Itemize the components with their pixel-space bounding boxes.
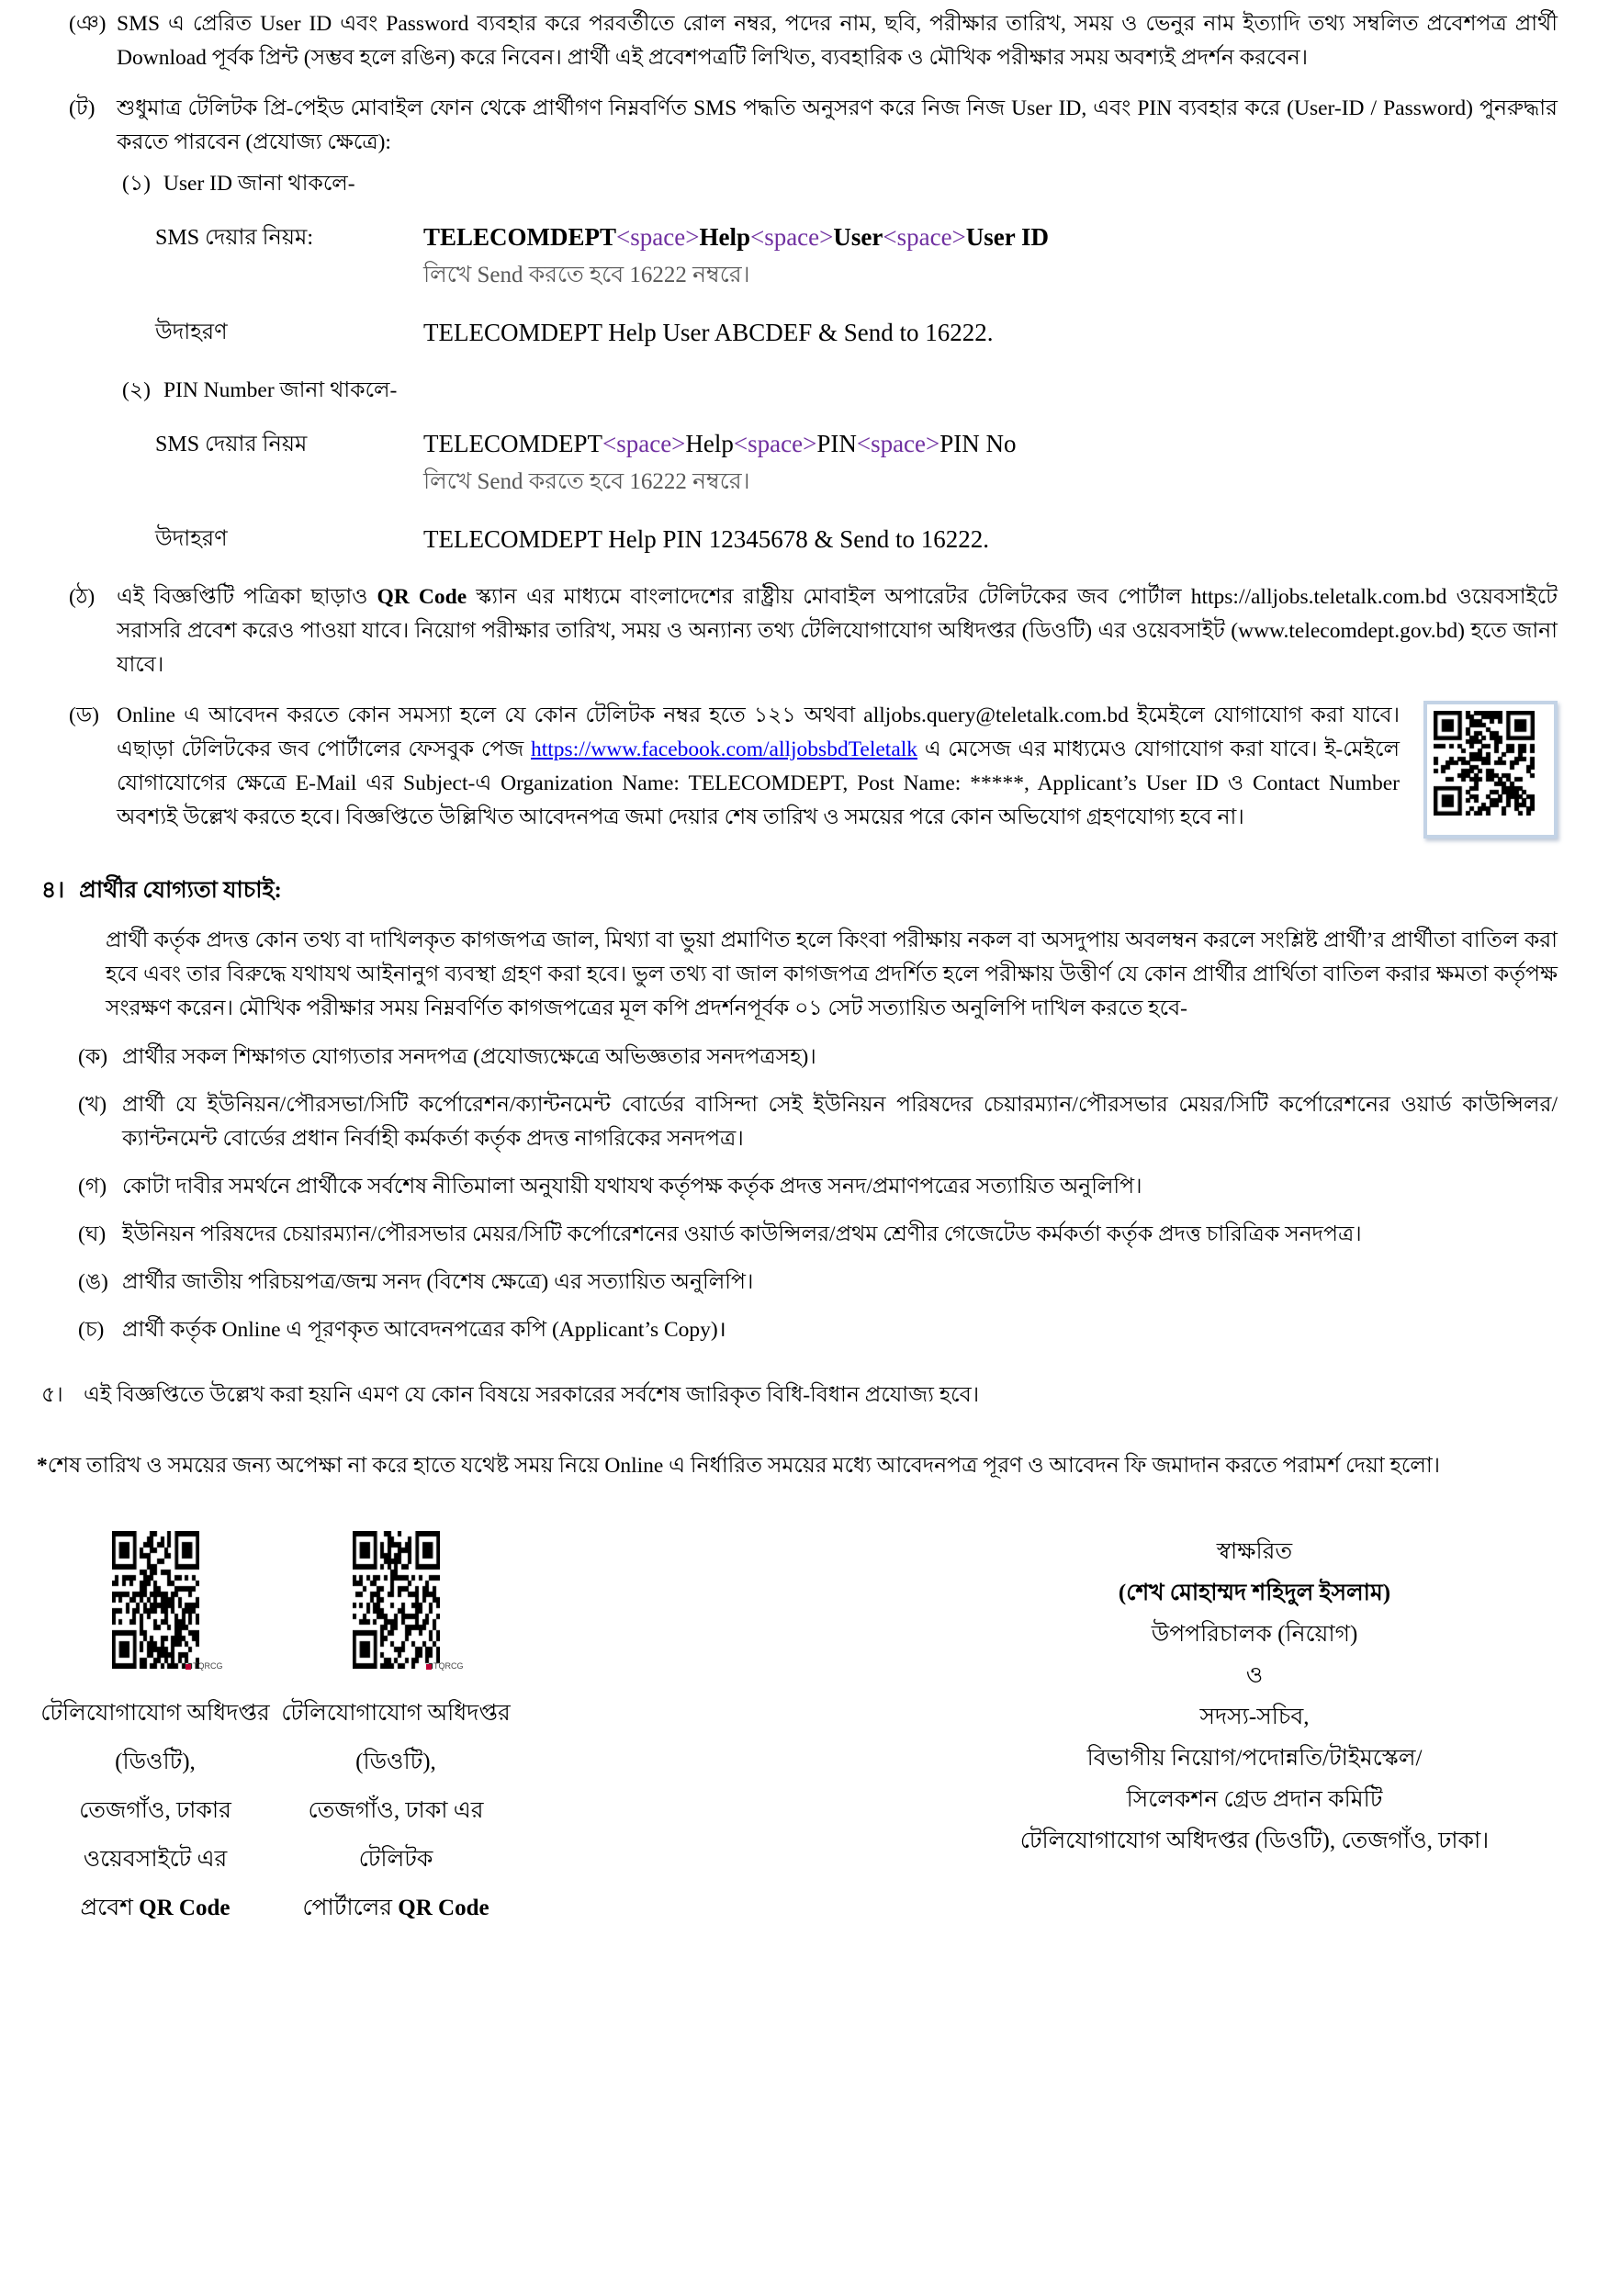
list-item-sms-recovery: [69, 92, 1558, 160]
note-text: শেষ তারিখ ও সময়ের জন্য অপেক্ষা না করে হাতে যথেষ্ট সময় নিয়ে Online এ নির্ধারিত সময়ের মধ্যে আবেদনপত্র পূরণ ও আবেদন ফি জমাদান করতে পরামর্শ দেয়া হলো।: [47, 1454, 1441, 1478]
signatory-role: সদস্য-সচিব,: [1199, 1705, 1310, 1729]
text-segment: Online এ আবেদন করতে কোন সমস্যা হলে যে কোন টেলিটক নম্বর হতে ১২১ অথবা alljobs.query@teletalk.com.bd ইমেইলে যোগাযোগ করা যাবে। এছাড়া টেলিটকের জব পোর্টালের ফেসবুক পেজ: [117, 703, 1400, 761]
section4-heading: [41, 873, 1558, 907]
dot-website-qr-block: [37, 1531, 274, 1932]
teletalk-portal-qr-block: [277, 1531, 514, 1932]
space-tag: <space>: [733, 430, 817, 457]
qr-generator-watermark: TQRCG: [186, 1662, 223, 1671]
item-text: [117, 580, 1558, 682]
sms-keyword: TELECOMDEPT: [423, 430, 602, 457]
sms-rule-format: [423, 428, 1558, 459]
doc-checklist-item: [78, 1266, 1558, 1300]
doc-checklist-item: [78, 1313, 1558, 1347]
section4-intro: প্রার্থী কর্তৃক প্রদত্ত কোন তথ্য বা দাখিলকৃত কাগজপত্র জাল, মিথ্যা বা ভুয়া প্রমাণিত হলে কিংবা পরীক্ষায় নকল বা অসদুপায় অবলম্বন করলে সংশ্লিষ্ট প্রার্থী’র প্রার্থীতা বাতিল করা হবে এবং তার বিরুদ্ধে যথাযথ আইনানুগ ব্যবস্থা গ্রহণ করা হবে। ভুল তথ্য বা জাল কাগজপত্র প্রদর্শিত হলে পরীক্ষায় উত্তীর্ণ যে কোন প্রার্থীর প্রার্থিতা বাতিল করার ক্ষমতা কর্তৃপক্ষ সংরক্ষণ করেন। মৌখিক পরীক্ষার সময় নিম্নবর্ণিত কাগজপত্রের মূল কপি প্রদর্শনপূর্বক ০১ সেট সত্যায়িত অনুলিপি দাখিল করতে হবে-: [106, 929, 1558, 1020]
sms-rule-label: SMS দেয়ার নিয়ম:: [155, 226, 314, 250]
sms-example-label: উদাহরণ: [155, 527, 228, 551]
sub-item-title: [122, 167, 1558, 201]
sms-rule-value: [423, 221, 1558, 292]
space-tag: <space>: [883, 223, 966, 251]
item-text: [117, 699, 1558, 848]
item-marker: (ঠ): [69, 585, 96, 609]
job-portal-qr-image: [1423, 701, 1558, 838]
sms-keyword: TELECOMDEPT: [423, 223, 617, 251]
signatory-name: (শেখ মোহাম্মদ শহিদুল ইসলাম): [1118, 1581, 1391, 1605]
item-marker: (চ): [78, 1318, 105, 1342]
qr-code-canvas: [112, 1531, 199, 1669]
caption-line: পোর্টালের QR Code: [302, 1896, 489, 1920]
sms-recovery-userid-block: [122, 167, 1558, 350]
sms-keyword: Help: [685, 430, 734, 457]
sub-item-marker: (২): [122, 378, 151, 402]
tqrcg-logo-icon: [426, 1664, 432, 1670]
sms-send-note: লিখে Send করতে হবে 16222 নম্বরে।: [423, 263, 750, 287]
sms-example-text: TELECOMDEPT Help User ABCDEF & Send to 16222.: [423, 319, 994, 346]
star-marker: *: [37, 1454, 48, 1478]
sub-item-marker: (১): [122, 172, 151, 196]
item-text: প্রার্থীর জাতীয় পরিচয়পত্র/জন্ম সনদ (বিশেষ ক্ষেত্রে) এর সত্যায়িত অনুলিপি।: [122, 1270, 754, 1294]
item-marker: (ঘ): [78, 1222, 107, 1246]
sms-example-text: TELECOMDEPT Help PIN 12345678 & Send to 16222.: [423, 525, 989, 553]
sms-rule-value: [423, 428, 1558, 499]
signature-block: [961, 1531, 1548, 1862]
section-number: ৫।: [41, 1383, 63, 1407]
caption-line: টেলিযোগাযোগ অধিদপ্তর (ডিওটি),: [281, 1701, 511, 1774]
sms-rule-table: [155, 221, 1558, 350]
doc-checklist-item: [78, 1170, 1558, 1204]
qr-generator-watermark: TQRCG: [426, 1662, 464, 1671]
sub-item-label: User ID জানা থাকলে-: [163, 172, 355, 196]
item-text: প্রার্থী কর্তৃক Online এ পূরণকৃত আবেদনপত্রের কপি (Applicant’s Copy)।: [122, 1318, 726, 1342]
teletalk-portal-qr-image: [353, 1531, 464, 1671]
signatory-title: উপপরিচালক (নিয়োগ): [1151, 1622, 1358, 1647]
item-marker: (ঙ): [78, 1270, 108, 1294]
sub-item-label: PIN Number জানা থাকলে-: [163, 378, 398, 402]
sms-keyword: User ID: [965, 223, 1050, 251]
space-tag: <space>: [602, 430, 686, 457]
sms-keyword: User: [833, 223, 883, 251]
deadline-advice-note: [37, 1449, 1558, 1483]
caption-line: প্রবেশ QR Code: [80, 1896, 231, 1920]
list-item-sms-admit-card: [69, 7, 1558, 75]
dot-website-qr-image: [112, 1531, 223, 1671]
item-marker: (খ): [78, 1093, 107, 1117]
item-text: কোটা দাবীর সমর্থনে প্রার্থীকে সর্বশেষ নীতিমালা অনুযায়ী যথাযথ কর্তৃপক্ষ কর্তৃক প্রদত্ত সনদ/প্রমাণপত্রের সত্যায়িত অনুলিপি।: [122, 1175, 1142, 1199]
facebook-page-link[interactable]: https://www.facebook.com/alljobsbdTeletalk: [531, 737, 918, 761]
text-segment: এই বিজ্ঞপ্তিটি পত্রিকা ছাড়াও: [117, 585, 377, 609]
item-marker: (ড): [69, 703, 99, 727]
sms-keyword: PIN: [816, 430, 857, 457]
sms-rule-format: [423, 221, 1558, 253]
sms-rule-label: SMS দেয়ার নিয়ম: [155, 433, 308, 456]
conjunction: ও: [1245, 1663, 1264, 1688]
doc-checklist-item: [78, 1088, 1558, 1156]
item-marker: (ট): [69, 96, 96, 120]
section-title: প্রার্থীর যোগ্যতা যাচাই:: [79, 878, 282, 903]
section5: [41, 1379, 1558, 1412]
committee-line1: বিভাগীয় নিয়োগ/পদোন্নতি/টাইমস্কেল/: [1086, 1746, 1423, 1771]
sub-item-title: [122, 374, 1558, 408]
sms-keyword: PIN No: [939, 430, 1017, 457]
page-footer: [37, 1531, 1558, 1932]
item-marker: (ক): [78, 1045, 108, 1069]
doc-checklist-item: [78, 1218, 1558, 1252]
caption-line: তেজগাঁও, ঢাকা এর টেলিটক: [308, 1798, 484, 1872]
qr-caption: [37, 1689, 274, 1932]
office-address: টেলিযোগাযোগ অধিদপ্তর (ডিওটি), তেজগাঁও, ঢাকা।: [1019, 1829, 1490, 1853]
item-text: ইউনিয়ন পরিষদের চেয়ারম্যান/পৌরসভার মেয়র/সিটি কর্পোরেশনের ওয়ার্ড কাউন্সিলর/প্রথম শ্রেণীর গেজেটেড কর্মকর্তা কর্তৃক প্রদত্ত চারিত্রিক সনদপত্র।: [122, 1222, 1362, 1246]
item-text: SMS এ প্রেরিত User ID এবং Password ব্যবহার করে পরবর্তীতে রোল নম্বর, পদের নাম, ছবি, পরীক্ষার তারিখ, সময় ও ভেনুর নাম ইত্যাদি তথ্য সম্বলিত প্রবেশপত্র প্রার্থী Download পূর্বক প্রিন্ট (সম্ভব হলে রঙিন) করে নিবেন। প্রার্থী এই প্রবেশপত্রটি লিখিত, ব্যবহারিক ও মৌখিক পরীক্ষার সময় অবশ্যই প্রদর্শন করবেন।: [117, 12, 1558, 70]
signed-label: স্বাক্ষরিত: [1216, 1539, 1293, 1564]
tqrcg-logo-icon: [186, 1664, 191, 1670]
item-text: শুধুমাত্র টেলিটক প্রি-পেইড মোবাইল ফোন থেকে প্রার্থীগণ নিম্নবর্ণিত SMS পদ্ধতি অনুসরণ করে নিজ নিজ User ID, এবং PIN ব্যবহার করে (User-ID / Password) পুনরুদ্ধার করতে পারবেন (প্রযোজ্য ক্ষেত্রে):: [117, 96, 1558, 154]
doc-checklist-item: [78, 1041, 1558, 1075]
item-text: প্রার্থী যে ইউনিয়ন/পৌরসভা/সিটি কর্পোরেশন/ক্যান্টনমেন্ট বোর্ডের বাসিন্দা সেই ইউনিয়ন পরিষদের চেয়ারম্যান/পৌরসভার মেয়র/সিটি কর্পোরেশনের ওয়ার্ড কাউন্সিলর/ক্যান্টনমেন্ট বোর্ডের প্রধান নির্বাহী কর্মকর্তা কর্তৃক প্রদত্ত নাগরিকের সনদপত্র।: [122, 1093, 1558, 1151]
sms-rule-table: [155, 428, 1558, 557]
section-number: ৪।: [41, 878, 65, 903]
list-item-support-contact: [69, 699, 1558, 848]
space-tag: <space>: [749, 223, 834, 251]
caption-line: টেলিযোগাযোগ অধিদপ্তর (ডিওটি),: [40, 1701, 270, 1774]
sms-send-note: লিখে Send করতে হবে 16222 নম্বরে।: [423, 469, 750, 494]
item-marker: (ঞ): [69, 12, 107, 36]
space-tag: <space>: [856, 430, 940, 457]
qr-code-canvas: [353, 1531, 440, 1669]
list-item-qr-portal: [69, 580, 1558, 682]
text-segment: স্ক্যান এর মাধ্যমে বাংলাদেশের রাষ্ট্রীয় মোবাইল অপারেটর টেলিটকের জব পোর্টাল https://alljobs.teletalk.com.bd ওয়েবসাইটে সরাসরি প্রবেশ করেও পাওয়া যাবে। নিয়োগ পরীক্ষার তারিখ, সময় ও অন্যান্য তথ্য টেলিযোগাযোগ অধিদপ্তর (ডিওটি) এর ওয়েবসাইট (www.telecomdept.gov.bd) হতে জানা যাবে।: [117, 585, 1558, 677]
caption-line: তেজগাঁও, ঢাকার ওয়েবসাইটে এর: [79, 1798, 231, 1872]
qr-code-canvas: [1434, 711, 1535, 816]
committee-line2: সিলেকশন গ্রেড প্রদান কমিটি: [1126, 1787, 1383, 1812]
space-tag: <space>: [616, 223, 700, 251]
sms-recovery-pin-block: [122, 374, 1558, 557]
qr-code-bold-label: QR Code: [377, 585, 467, 609]
sms-example-label: উদাহরণ: [155, 321, 228, 344]
sms-keyword: Help: [699, 223, 750, 251]
item-marker: (গ): [78, 1175, 107, 1199]
item-text: প্রার্থীর সকল শিক্ষাগত যোগ্যতার সনদপত্র (প্রযোজ্যক্ষেত্রে অভিজ্ঞতার সনদপত্রসহ)।: [122, 1045, 816, 1069]
qr-caption: [277, 1689, 514, 1932]
text-segment: এ মেসেজ এর মাধ্যমেও যোগাযোগ করা যাবে। ই-মেইলে যোগাযোগের ক্ষেত্রে E-Mail এর Subject-এ Organization Name: TELECOMDEPT, Post Name: *****, Applicant’s User ID ও Contact Number অবশ্যই উল্লেখ করতে হবে। বিজ্ঞপ্তিতে উল্লিখিত আবেদনপত্র জমা দেয়ার শেষ তারিখ ও সময়ের পরে কোন অভিযোগ গ্রহণযোগ্য হবে না।: [117, 737, 1400, 829]
section-text: এই বিজ্ঞপ্তিতে উল্লেখ করা হয়নি এমণ যে কোন বিষয়ে সরকারের সর্বশেষ জারিকৃত বিধি-বিধান প্রযোজ্য হবে।: [84, 1383, 980, 1407]
